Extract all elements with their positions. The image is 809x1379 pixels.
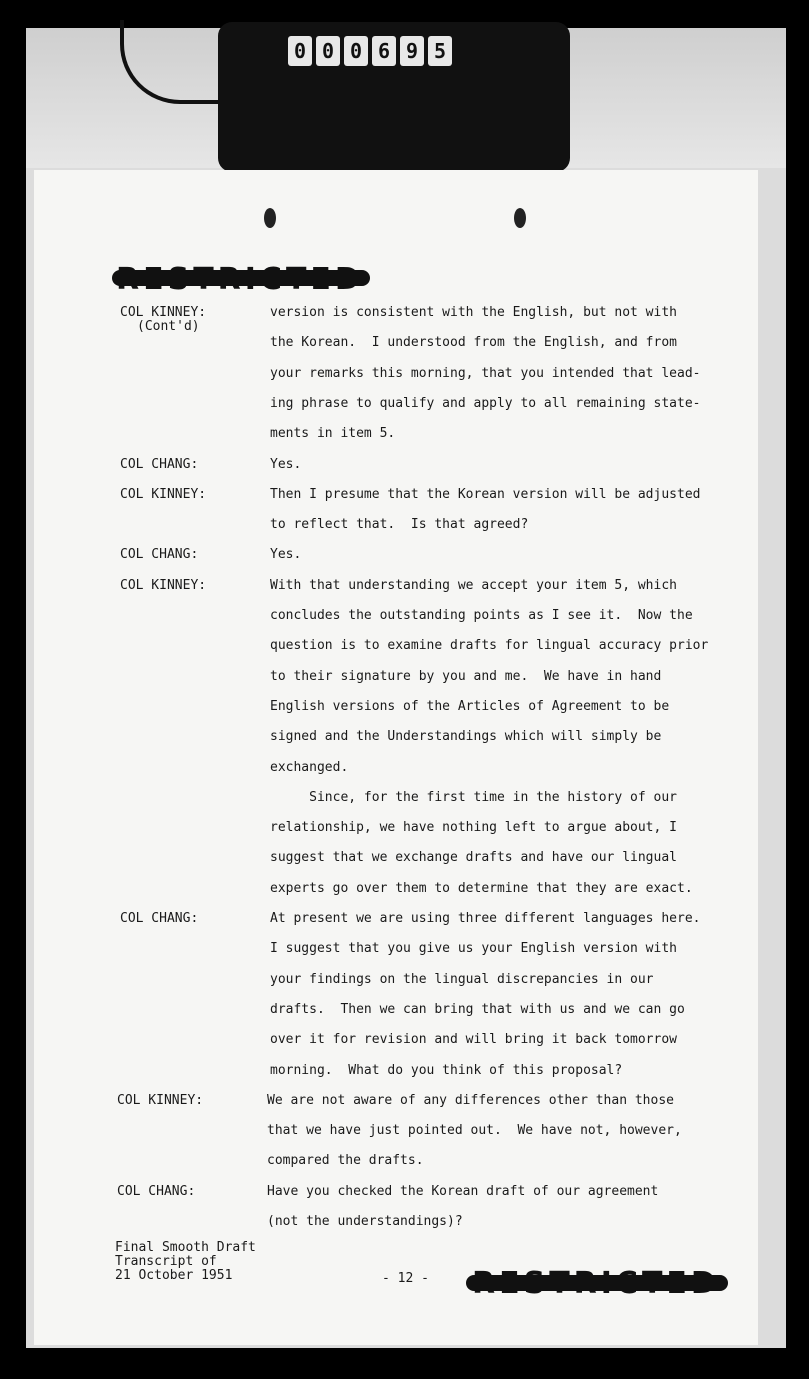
transcript-line: We are not aware of any differences other than those <box>267 1092 674 1108</box>
transcript-line: exchanged. <box>270 759 349 775</box>
stamp-redaction-bar <box>466 1275 728 1291</box>
stamp-redaction-bar <box>112 270 370 286</box>
transcript-line: over it for revision and will bring it back tomorrow <box>270 1032 677 1048</box>
footer-line: Transcript of <box>115 1254 217 1269</box>
counter-digit: 0 <box>288 36 312 66</box>
speaker-label: COL CHANG: <box>120 911 199 926</box>
speaker-label: COL CHANG: <box>120 456 199 472</box>
footer-line: Final Smooth Draft <box>115 1240 256 1255</box>
transcript-line: morning. What do you think of this proposal? <box>270 1062 623 1078</box>
counter-digit: 5 <box>428 36 452 66</box>
transcript-line: At present we are using three different languages here. <box>270 911 701 926</box>
transcript-line: your findings on the lingual discrepancies in our <box>270 971 654 987</box>
document-footer <box>115 1241 256 1283</box>
counter-digit: 6 <box>372 36 396 66</box>
transcript-line: suggest that we exchange drafts and have our lingual <box>270 850 677 866</box>
transcript-line: relationship, we have nothing left to argue about, I <box>270 820 677 836</box>
transcript-line: Have you checked the Korean draft of our agreement <box>267 1183 659 1199</box>
frame-counter <box>288 36 470 66</box>
transcript-line: the Korean. I understood from the English, and from <box>270 335 677 351</box>
transcript-line: compared the drafts. <box>267 1153 424 1169</box>
transcript-line: drafts. Then we can bring that with us and we can go <box>270 1001 685 1017</box>
page-number: - 12 - <box>382 1271 429 1286</box>
transcript-line: your remarks this morning, that you intended that lead- <box>270 365 701 381</box>
transcript-line: ments in item 5. <box>270 426 396 442</box>
counter-digit: 0 <box>316 36 340 66</box>
transcript-line: to reflect that. Is that agreed? <box>270 517 529 533</box>
transcript-line: ing phrase to qualify and apply to all remaining state- <box>270 395 701 411</box>
speaker-continued: (Cont'd) <box>137 319 200 334</box>
transcript-line: Then I presume that the Korean version will be adjusted <box>270 486 701 502</box>
speaker-label: COL KINNEY: <box>120 577 207 593</box>
counter-digit: 9 <box>400 36 424 66</box>
footer-line: 21 October 1951 <box>115 1268 233 1283</box>
transcript-line: experts go over them to determine that they are exact. <box>270 880 693 896</box>
speaker-label: COL KINNEY: <box>117 1092 204 1108</box>
counter-digit: 0 <box>344 36 368 66</box>
speaker-label: COL KINNEY: <box>120 486 207 502</box>
transcript-line: English versions of the Articles of Agreement to be <box>270 698 670 714</box>
transcript-line: to their signature by you and me. We have in hand <box>270 668 662 684</box>
transcript-line: question is to examine drafts for lingual accuracy prior <box>270 638 709 654</box>
speaker-label: COL KINNEY: <box>120 305 207 320</box>
punch-hole <box>514 208 526 228</box>
transcript-line: concludes the outstanding points as I see it. Now the <box>270 608 693 623</box>
speaker-label: COL CHANG: <box>120 547 199 563</box>
transcript-line: (not the understandings)? <box>267 1214 463 1229</box>
transcript-line: I suggest that you give us your English version with <box>270 941 677 957</box>
transcript-line: With that understanding we accept your item 5, which <box>270 577 677 593</box>
speaker-label: COL CHANG: <box>117 1183 196 1199</box>
transcript-line: signed and the Understandings which will simply be <box>270 729 662 745</box>
transcript-line: Since, for the first time in the history of our <box>270 789 677 805</box>
punch-hole <box>264 208 276 228</box>
transcript-line: version is consistent with the English, but not with <box>270 305 677 320</box>
transcript-line: Yes. <box>270 547 302 563</box>
transcript-line: Yes. <box>270 456 302 472</box>
transcript-line: that we have just pointed out. We have not, however, <box>267 1123 682 1139</box>
